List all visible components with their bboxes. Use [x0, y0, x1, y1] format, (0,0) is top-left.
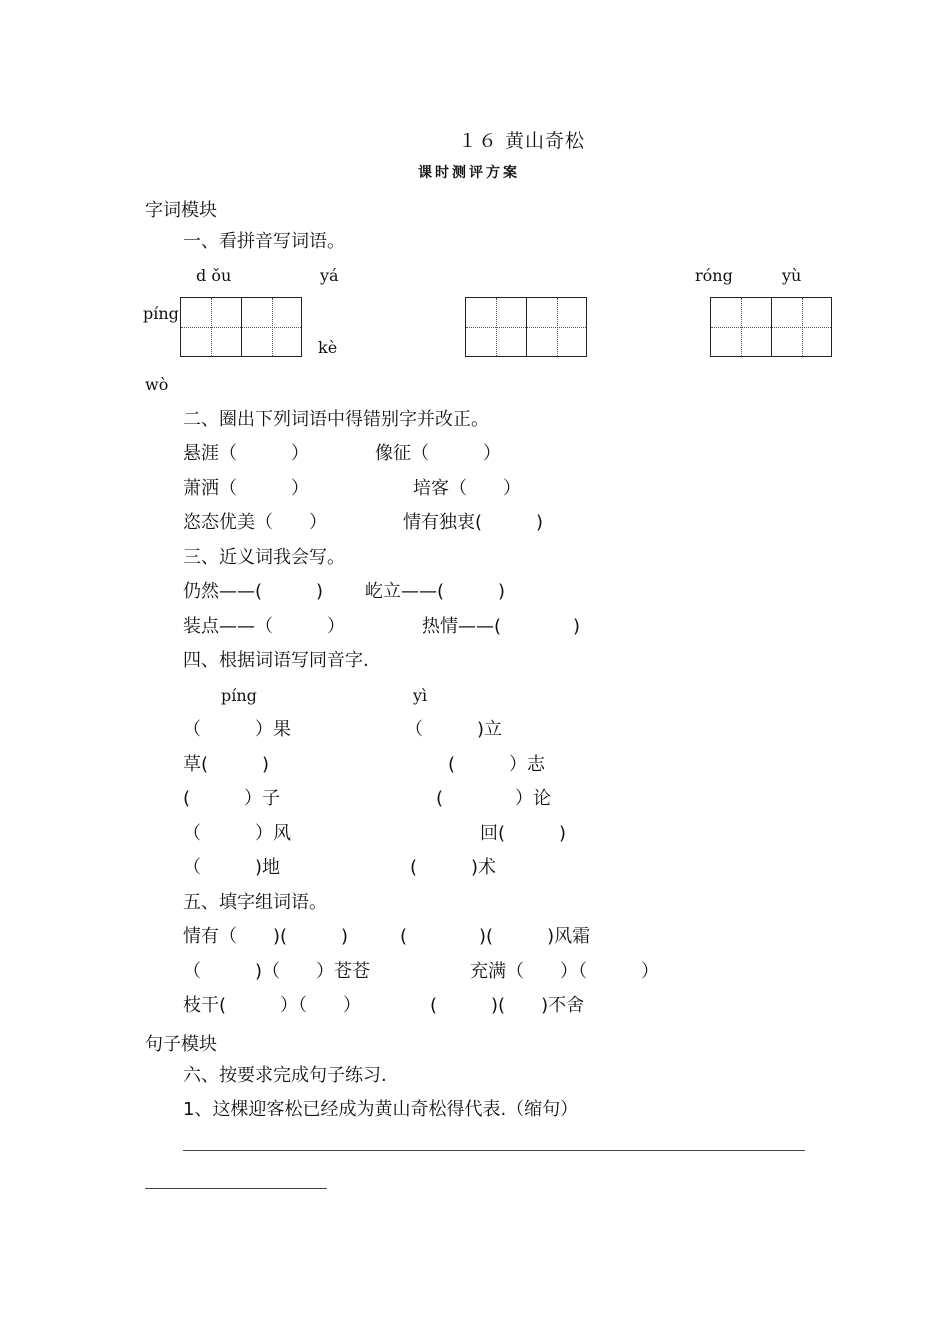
q5-item: 充满（ ）（ ）: [470, 961, 659, 982]
q3-item: 热情——( ): [422, 616, 581, 637]
q4-pinyin-left: píng: [221, 686, 257, 705]
q4-left-item: （ ）果: [183, 719, 291, 740]
q4-right-item: （ )立: [405, 719, 503, 740]
pinyin-dou: d ǒu: [196, 266, 232, 285]
q4-left-item: （ )地: [183, 857, 281, 878]
q2-item: 培客（ ）: [413, 478, 521, 499]
answer-line[interactable]: [145, 1188, 327, 1189]
pinyin-ke: kè: [318, 338, 338, 357]
page-subtitle: 课时测评方案: [418, 165, 520, 181]
writing-grid-3[interactable]: [710, 297, 832, 357]
q4-right-item: ( ）论: [436, 788, 552, 809]
q2-item: 情有独衷( ): [403, 512, 544, 533]
pinyin-ping: píng: [143, 304, 179, 323]
q1-heading: 一、看拼音写词语。: [183, 231, 345, 252]
writing-grid-2[interactable]: [465, 297, 587, 357]
pinyin-rong: róng: [695, 266, 733, 285]
q4-right-item: 回( ): [480, 823, 567, 844]
q4-right-item: ( ）志: [448, 754, 546, 775]
q4-left-item: （ ）风: [183, 823, 291, 844]
q2-heading: 二、圈出下列词语中得错别字并改正。: [183, 409, 489, 430]
page-title: １６ 黄山奇松: [458, 130, 586, 152]
q5-item: ( )( )风霜: [400, 926, 591, 947]
q4-right-item: ( )术: [410, 857, 497, 878]
q3-item: 装点——（ ）: [183, 616, 345, 637]
pinyin-ya: yá: [320, 266, 339, 285]
q5-item: 枝干( ）（ ）: [183, 995, 362, 1016]
module-sentences-heading: 句子模块: [145, 1034, 217, 1055]
q2-item: 像征（ ）: [375, 443, 501, 464]
q3-item: 屹立——( ): [365, 581, 506, 602]
answer-line[interactable]: [183, 1150, 805, 1151]
q4-left-item: ( ）子: [183, 788, 281, 809]
q2-item: 萧洒（ ）: [183, 478, 309, 499]
pinyin-wo: wò: [145, 375, 169, 394]
q2-item: 恣态优美（ ）: [183, 512, 327, 533]
q6-heading: 六、按要求完成句子练习.: [183, 1065, 387, 1086]
pinyin-yu: yù: [782, 266, 802, 285]
q3-heading: 三、近义词我会写。: [183, 547, 345, 568]
q5-item: ( )( )不舍: [430, 995, 585, 1016]
q2-item: 悬涯（ ）: [183, 443, 309, 464]
q3-item: 仍然——( ): [183, 581, 324, 602]
writing-grid-1[interactable]: [180, 297, 302, 357]
module-words-heading: 字词模块: [145, 200, 217, 221]
q4-left-item: 草( ): [183, 754, 270, 775]
q5-item: 情有（ )( ): [183, 926, 349, 947]
q4-pinyin-right: yì: [413, 686, 428, 705]
q4-heading: 四、根据词语写同音字.: [183, 650, 369, 671]
q5-item: （ )（ ）苍苍: [183, 961, 371, 982]
q6-item-1: 1、这棵迎客松已经成为黄山奇松得代表.（缩句）: [183, 1099, 579, 1120]
q5-heading: 五、填字组词语。: [183, 892, 327, 913]
